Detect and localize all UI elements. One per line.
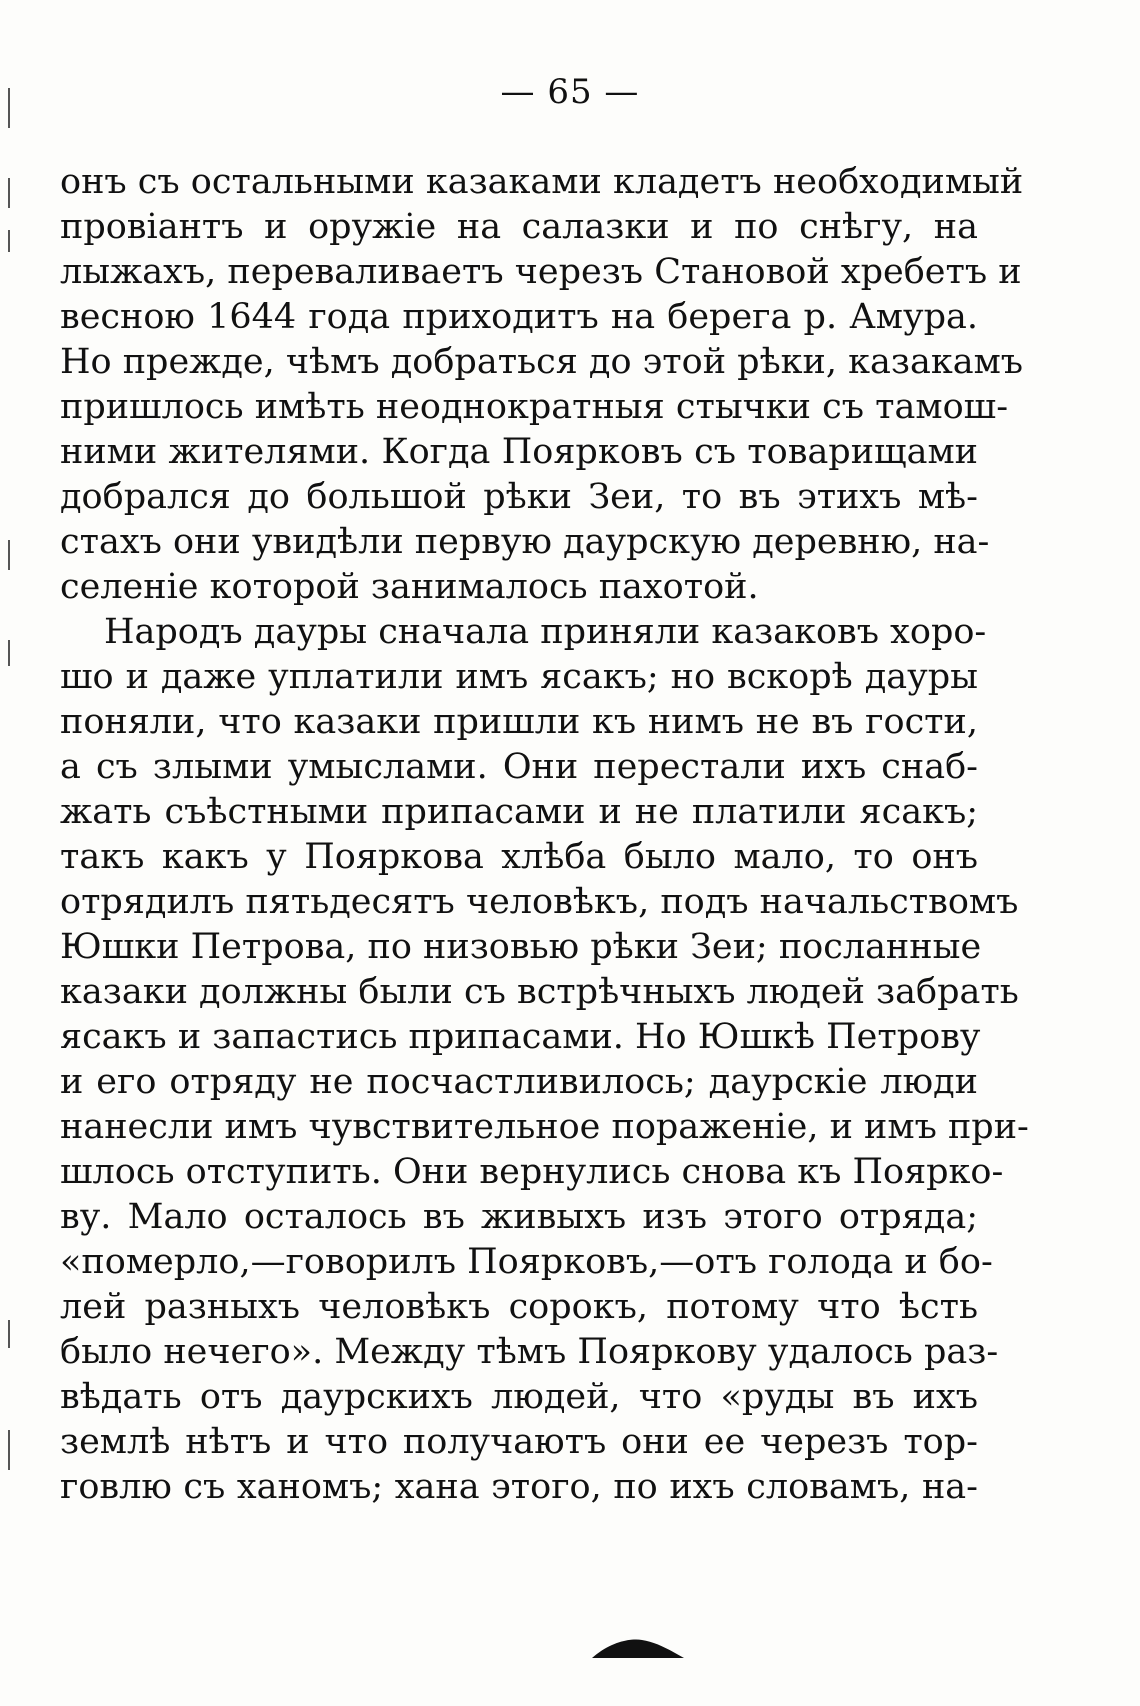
left-edge-mark xyxy=(8,1430,10,1470)
text-line: казаки должны были съ встрѣчныхъ людей забрать xyxy=(60,972,1019,1012)
body-text xyxy=(60,160,1029,1510)
paragraph-1 xyxy=(60,160,1024,610)
paragraph-2 xyxy=(60,610,1029,1510)
page-number: — 65 — xyxy=(500,72,640,112)
text-line: провіантъ и оружіе на салазки и по снѣгу, на xyxy=(60,207,978,247)
text-line: Народъ дауры сначала приняли казаковъ хоро- xyxy=(104,612,987,652)
text-line: весною 1644 года приходитъ на берега р. Амура. xyxy=(60,297,978,337)
left-edge-mark xyxy=(8,1320,10,1348)
text-line: говлю съ ханомъ; хана этого, по ихъ словамъ, на- xyxy=(60,1467,978,1507)
text-line: онъ съ остальными казаками кладетъ необходимый xyxy=(60,162,1024,202)
left-edge-mark xyxy=(8,230,10,252)
left-edge-mark xyxy=(8,540,10,570)
text-line: и его отряду не посчастливилось; даурскіе люди xyxy=(60,1062,978,1102)
text-line: пришлось имѣть неоднократныя стычки съ тамош- xyxy=(60,387,1009,427)
text-line: лей разныхъ человѣкъ сорокъ, потому что ѣсть xyxy=(60,1287,978,1327)
text-line: было нечего». Между тѣмъ Пояркову удалось раз- xyxy=(60,1332,999,1372)
left-edge-mark xyxy=(8,640,10,666)
text-line: шо и даже уплатили имъ ясакъ; но вскорѣ дауры xyxy=(60,657,978,697)
text-line: а съ злыми умыслами. Они перестали ихъ снаб- xyxy=(60,747,978,787)
text-line: отрядилъ пятьдесятъ человѣкъ, подъ начальствомъ xyxy=(60,882,1019,922)
text-line: вѣдать отъ даурскихъ людей, что «руды въ ихъ xyxy=(60,1377,978,1417)
text-line: нанесли имъ чувствительное пораженіе, и имъ при- xyxy=(60,1107,1029,1147)
text-line: стахъ они увидѣли первую даурскую деревню, на- xyxy=(60,522,990,562)
text-line: лыжахъ, переваливаетъ черезъ Становой хребетъ и xyxy=(60,252,1022,292)
text-line: ясакъ и запастись припасами. Но Юшкѣ Петрову xyxy=(60,1017,981,1057)
text-line: Но прежде, чѣмъ добраться до этой рѣки, казакамъ xyxy=(60,342,1024,382)
tailpiece-ornament-icon xyxy=(590,1638,686,1660)
text-line: «померло,—говорилъ Поярковъ,—отъ голода и бо- xyxy=(60,1242,993,1282)
text-line: поняли, что казаки пришли къ нимъ не въ гости, xyxy=(60,702,978,742)
text-line: Юшки Петрова, по низовью рѣки Зеи; посланные xyxy=(60,927,982,967)
text-line: шлось отступить. Они вернулись снова къ Пояркo- xyxy=(60,1152,1004,1192)
left-edge-mark xyxy=(8,178,10,208)
text-line: жать съѣстными припасами и не платили ясакъ; xyxy=(60,792,978,832)
text-line: ними жителями. Когда Поярковъ съ товарищами xyxy=(60,432,978,472)
text-line: ву. Мало осталось въ живыхъ изъ этого отряда; xyxy=(60,1197,978,1237)
text-line: такъ какъ у Пояркова хлѣба было мало, то онъ xyxy=(60,837,978,877)
text-line: добрался до большой рѣки Зеи, то въ этихъ мѣ- xyxy=(60,477,978,517)
text-line: землѣ нѣтъ и что получаютъ они ее черезъ тор- xyxy=(60,1422,978,1462)
text-line: селеніе которой занималось пахотой. xyxy=(60,567,759,607)
